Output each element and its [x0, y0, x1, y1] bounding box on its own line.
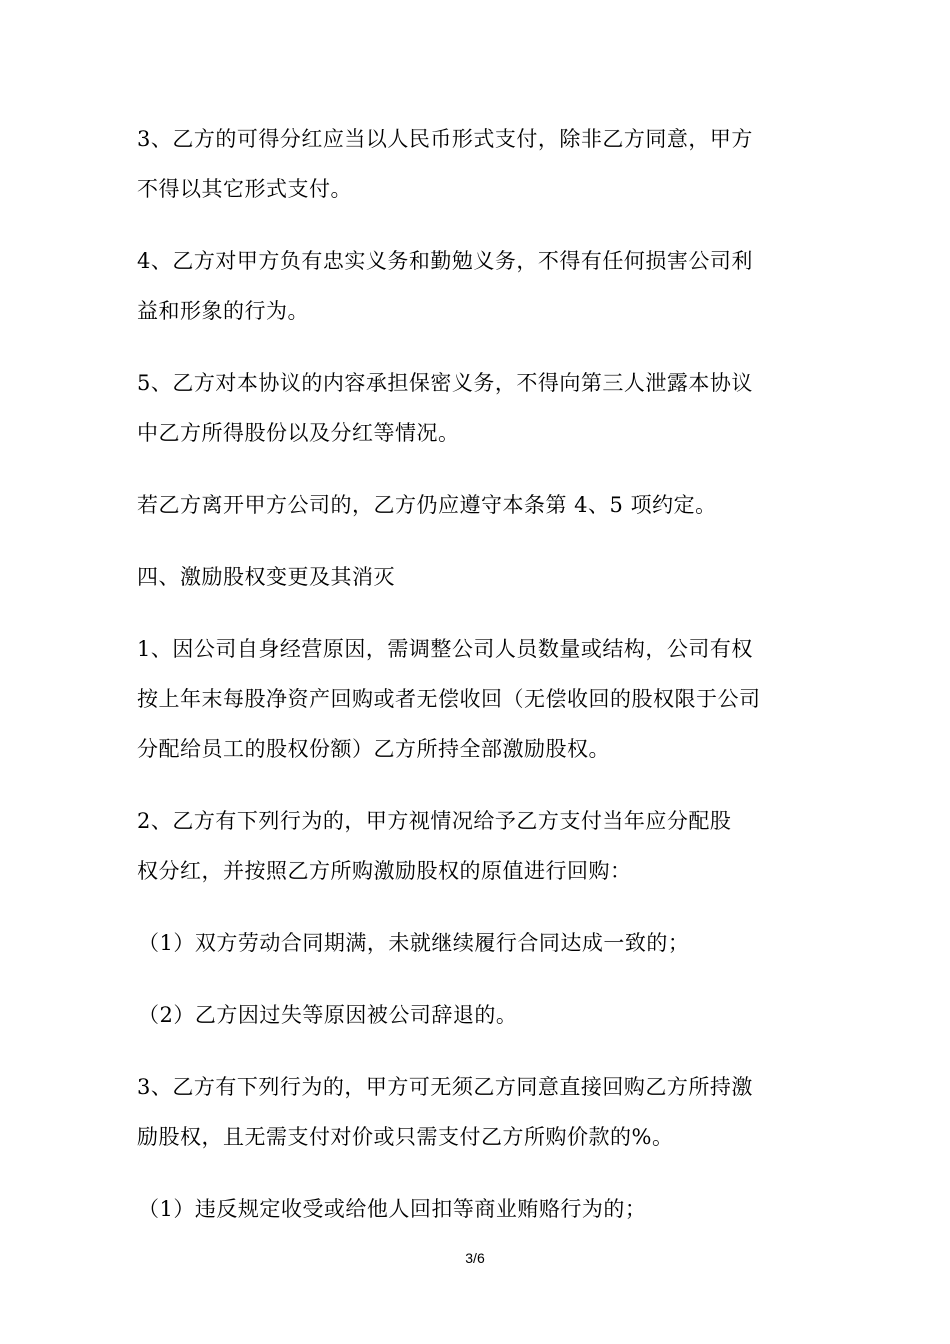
paragraph-line: 3、乙方的可得分红应当以人民币形式支付，除非乙方同意，甲方: [137, 127, 753, 151]
page-number: 3/6: [465, 1250, 485, 1266]
list-item: （2）乙方因过失等原因被公司辞退的。: [138, 1003, 518, 1027]
section-heading: 四、激励股权变更及其消灭: [137, 565, 395, 589]
paragraph-line: 分配给员工的股权份额）乙方所持全部激励股权。: [137, 737, 610, 761]
paragraph-line: 1、因公司自身经营原因，需调整公司人员数量或结构，公司有权: [137, 637, 753, 661]
paragraph-line: 4、乙方对甲方负有忠实义务和勤勉义务，不得有任何损害公司利: [137, 249, 753, 273]
paragraph-line: 励股权，且无需支付对价或只需支付乙方所购价款的%。: [137, 1125, 674, 1149]
list-item: （1）双方劳动合同期满，未就继续履行合同达成一致的；: [138, 931, 690, 955]
paragraph-line: 益和形象的行为。: [137, 299, 309, 323]
paragraph-line: 2、乙方有下列行为的，甲方视情况给予乙方支付当年应分配股: [137, 809, 732, 833]
paragraph-line: 5、乙方对本协议的内容承担保密义务，不得向第三人泄露本协议: [137, 371, 753, 395]
paragraph-line: 中乙方所得股份以及分红等情况。: [137, 421, 460, 445]
paragraph-line: 不得以其它形式支付。: [137, 177, 352, 201]
paragraph-line: 权分红，并按照乙方所购激励股权的原值进行回购：: [137, 859, 632, 883]
list-item: （1）违反规定收受或给他人回扣等商业贿赂行为的；: [138, 1197, 647, 1221]
paragraph-line: 3、乙方有下列行为的，甲方可无须乙方同意直接回购乙方所持激: [137, 1075, 753, 1099]
paragraph-line: 按上年末每股净资产回购或者无偿收回（无偿收回的股权限于公司: [137, 687, 761, 711]
paragraph-line: 若乙方离开甲方公司的，乙方仍应遵守本条第 4、5 项约定。: [137, 493, 717, 517]
